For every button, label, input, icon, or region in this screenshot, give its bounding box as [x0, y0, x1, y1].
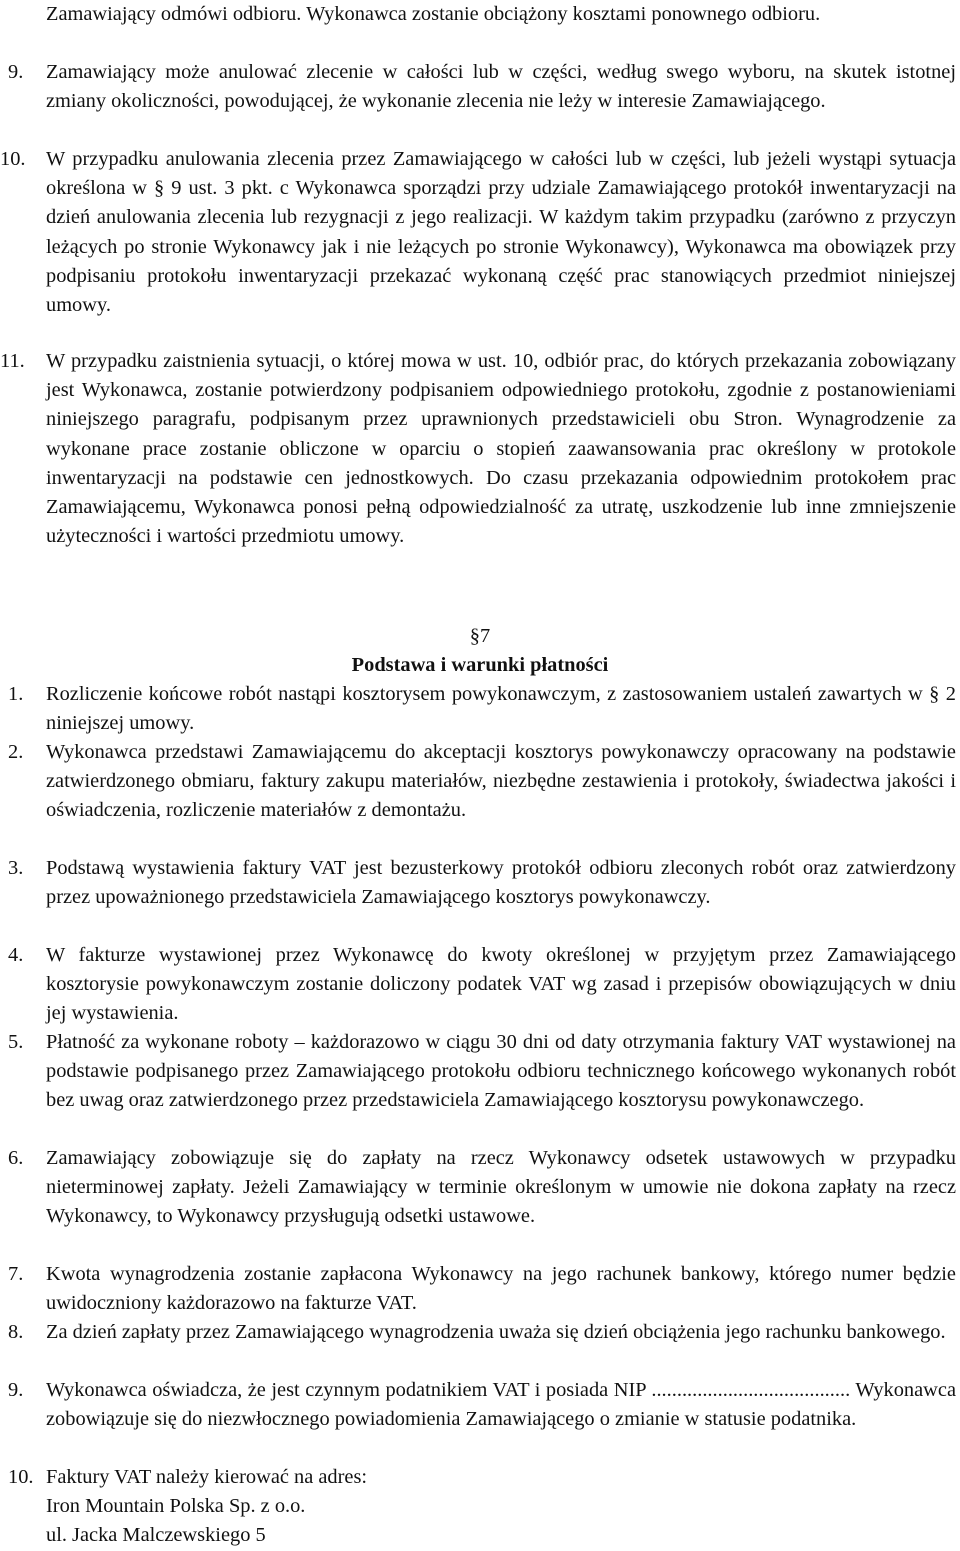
list-item-2	[8, 738, 956, 826]
list-item-number: 10.	[8, 1466, 34, 1488]
list-item-5	[8, 1028, 956, 1116]
list-item-text: Kwota wynagrodzenia zostanie zapłacona Wykonawcy na jego rachunek bankowy, którego numer będzie uwidoczniony każdorazowo na fakturze VAT.	[46, 1263, 956, 1315]
list-item-text: Zamawiający zobowiązuje się do zapłaty na rzecz Wykonawcy odsetek ustawowych w przypadku nieterminowej zapłaty. Jeżeli Zamawiający w terminie określonym w umowie nie dokona zapłaty na rzecz Wykonawcy, to Wykonawcy przysługują odsetki ustawowe.	[46, 1147, 956, 1228]
list-item-number: 7.	[8, 1263, 24, 1285]
list-item-text: W fakturze wystawionej przez Wykonawcę do kwoty określonej w przyjętym przez Zamawiającego kosztorysie powykonawczym zostanie doliczony podatek VAT wg zasad i przepisów obowiązujących w dniu jej wystawienia.	[46, 944, 956, 1025]
intro-paragraph	[46, 0, 956, 29]
list-item-number: 5.	[8, 1031, 24, 1053]
prev-item-text: Zamawiający może anulować zlecenie w całości lub w części, według swego wyboru, na skutek istotnej zmiany okoliczności, powodującej, że wykonanie zlecenia nie leży w interesie Zamawiającego.	[46, 61, 956, 113]
list-item-1	[8, 680, 956, 738]
list-item-number: 4.	[8, 944, 24, 966]
list-item-text: Za dzień zapłaty przez Zamawiającego wynagrodzenia uważa się dzień obciążenia jego rachunku bankowego.	[46, 1321, 946, 1343]
prev-item-10	[0, 145, 956, 320]
prev-item-11	[0, 347, 956, 551]
prev-item-number: 9.	[8, 61, 24, 83]
prev-item-number: 10.	[0, 148, 26, 170]
prev-item-text: W przypadku anulowania zlecenia przez Zamawiającego w całości lub w części, lub jeżeli wystąpi sytuacja określona w § 9 ust. 3 pkt. c Wykonawca sporządzi przy udziale Zamawiającego protokół inwentaryzacji na dzień anulowania zlecenia lub rezygnacji z jego realizacji. W każdym takim przypadku (zarówno z przyczyn leżących po stronie Wykonawcy jak i nie leżących po stronie Wykonawcy), Wykonawca ma obowiązek przy podpisaniu protokołu inwentaryzacji przekazać wykonaną część prac stanowiących przedmiot niniejszej umowy.	[46, 148, 956, 317]
list-item-text: Podstawą wystawienia faktury VAT jest bezusterkowy protokół odbioru zleconych robót oraz zatwierdzony przez upoważnionego przedstawiciela Zamawiającego kosztorys powykonawczy.	[46, 857, 956, 909]
list-item-number: 3.	[8, 857, 24, 879]
list-item-10	[8, 1463, 956, 1492]
prev-item-number: 11.	[0, 350, 25, 372]
list-item-3	[8, 854, 956, 912]
list-item-text: Rozliczenie końcowe robót nastąpi kosztorysem powykonawczym, z zastosowaniem ustaleń zawartych w § 2 niniejszej umowy.	[46, 683, 956, 735]
prev-item-9	[8, 58, 956, 116]
list-item-8	[8, 1318, 956, 1347]
section-title: Podstawa i warunki płatności	[351, 654, 609, 676]
prev-item-text: W przypadku zaistnienia sytuacji, o której mowa w ust. 10, odbiór prac, do których przekazania zobowiązany jest Wykonawca, zostanie potwierdzony podpisaniem odpowiedniego protokołu, zgodnie z postanowieniami niniejszego paragrafu, podpisanym przez uprawnionych przedstawicieli obu Stron. Wynagrodzenie za wykonane prace zostanie obliczone w oparciu o stopień zaawansowania prac określony w protokole inwentaryzacji na podstawie cen jednostkowych. Do czasu przekazania odpowiednim protokołem prac Zamawiającemu, Wykonawca ponosi pełną odpowiedzialność za utratę, uszkodzenie lub inne zmniejszenie użyteczności i wartości przedmiotu umowy.	[46, 350, 956, 548]
intro-text: Zamawiający odmówi odbioru. Wykonawca zostanie obciążony kosztami ponownego odbioru.	[46, 3, 821, 25]
list-item-number: 2.	[8, 741, 24, 763]
list-item-text: Faktury VAT należy kierować na adres:	[46, 1466, 368, 1488]
list-item-7	[8, 1260, 956, 1318]
list-item-text: Wykonawca oświadcza, że jest czynnym podatnikiem VAT i posiada NIP ....................................... Wykonawca zobowiązuje się do niezwłocznego powiadomienia Zamawiającego o zmianie w statusie podatnika.	[46, 1379, 956, 1431]
address-company: Iron Mountain Polska Sp. z o.o.	[46, 1495, 306, 1517]
address-street: ul. Jacka Malczewskiego 5	[46, 1524, 266, 1546]
list-item-number: 9.	[8, 1379, 24, 1401]
list-item-number: 6.	[8, 1147, 24, 1169]
list-item-number: 1.	[8, 683, 24, 705]
section-mark: §7	[469, 625, 491, 647]
list-item-number: 8.	[8, 1321, 24, 1343]
list-item-text: Płatność za wykonane roboty – każdorazowo w ciągu 30 dni od daty otrzymania faktury VAT wystawionej na podstawie podpisanego przez Zamawiającego protokołu odbioru technicznego końcowego wykonanych robót bez uwag oraz zatwierdzonego przez przedstawiciela Zamawiającego kosztorysu powykonawczego.	[46, 1031, 956, 1112]
list-item-6	[8, 1144, 956, 1232]
list-item-9	[8, 1376, 956, 1434]
list-item-text: Wykonawca przedstawi Zamawiającemu do akceptacji kosztorys powykonawczy opracowany na podstawie zatwierdzonego obmiaru, faktury zakupu materiałów, niezbędne zestawienia i protokoły, świadectwa jakości i oświadczenia, rozliczenie materiałów z demontażu.	[46, 741, 956, 822]
list-item-4	[8, 941, 956, 1029]
